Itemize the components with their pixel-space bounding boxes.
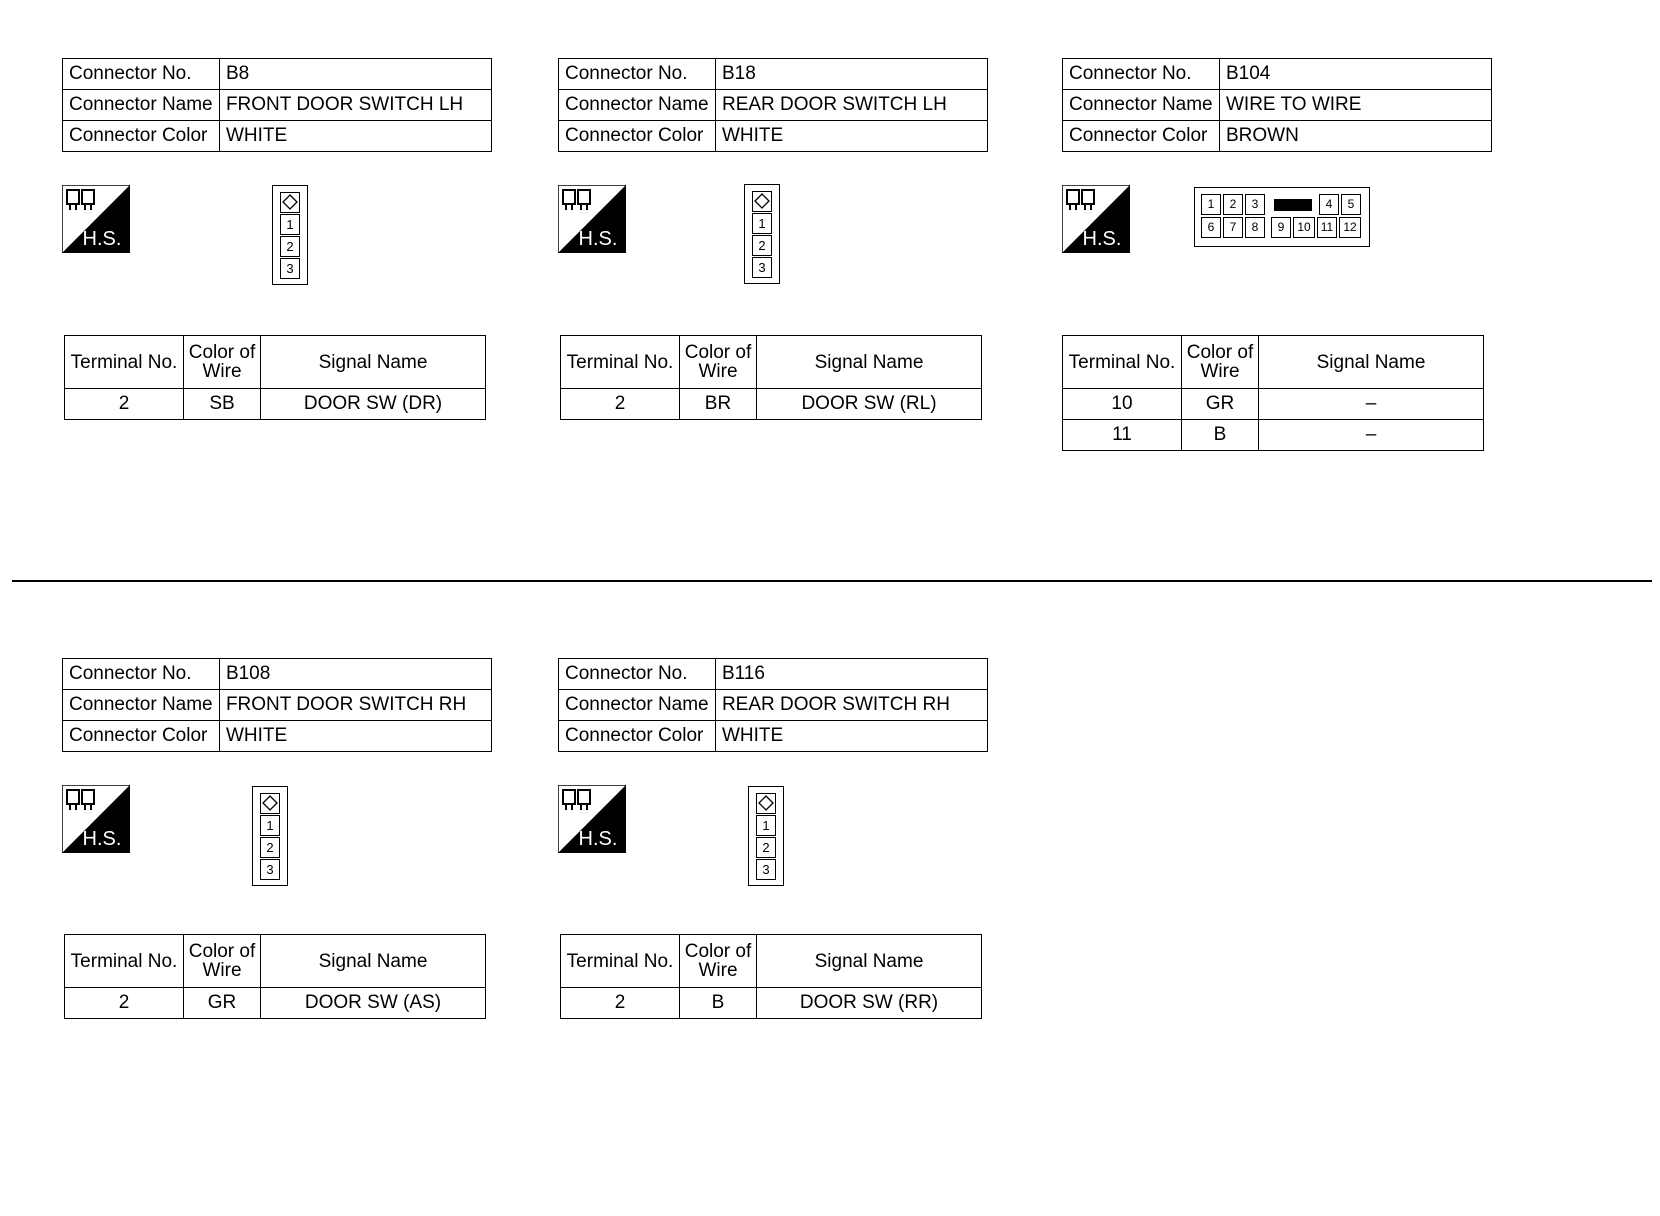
connector-info-table (62, 658, 492, 752)
connector-info-table (558, 58, 988, 152)
signal-cell: DOOR SW (AS) (261, 988, 486, 1019)
connector-no-value: B116 (715, 659, 987, 690)
terminal-table (560, 934, 982, 1019)
pin: 1 (756, 815, 776, 836)
wire-cell: B (680, 988, 757, 1019)
harness-side-icon (558, 785, 626, 853)
pin: 11 (1317, 217, 1337, 238)
connector-face (748, 786, 784, 886)
terminal-cell: 2 (65, 988, 184, 1019)
hs-logo-text: H.S. (82, 828, 122, 850)
pin: 1 (1201, 194, 1221, 215)
wire-color-header: Color of Wire (184, 336, 261, 389)
pin: 12 (1339, 217, 1361, 238)
connector-name-label: Connector Name (559, 90, 716, 121)
pin: 5 (1341, 194, 1361, 215)
key-diamond-icon (756, 793, 776, 814)
wire-color-header: Color of Wire (680, 336, 757, 389)
table-row (65, 389, 486, 420)
pin: 4 (1319, 194, 1339, 215)
wire-cell: GR (1182, 389, 1259, 420)
connector-name-label: Connector Name (559, 690, 716, 721)
table-row (1063, 389, 1484, 420)
connector-color-value: WHITE (715, 721, 987, 752)
connector-name-value: FRONT DOOR SWITCH RH (219, 690, 491, 721)
pin: 7 (1223, 217, 1243, 238)
table-row (1063, 420, 1484, 451)
connector-no-label: Connector No. (559, 59, 716, 90)
connector-no-value: B18 (715, 59, 987, 90)
terminal-no-header: Terminal No. (561, 935, 680, 988)
terminal-table (560, 335, 982, 420)
connector-face (1194, 187, 1370, 247)
connector-name-value: REAR DOOR SWITCH RH (715, 690, 987, 721)
connector-color-label: Connector Color (63, 721, 220, 752)
pin: 3 (260, 859, 280, 880)
terminal-cell: 10 (1063, 389, 1182, 420)
connector-no-label: Connector No. (63, 659, 220, 690)
connector-info-table (558, 658, 988, 752)
connector-name-value: FRONT DOOR SWITCH LH (219, 90, 491, 121)
connector-color-value: WHITE (715, 121, 987, 152)
signal-cell: – (1259, 389, 1484, 420)
terminal-cell: 2 (561, 389, 680, 420)
connector-color-value: WHITE (219, 721, 491, 752)
terminal-no-header: Terminal No. (1063, 336, 1182, 389)
connector-color-value: WHITE (219, 121, 491, 152)
connector-no-value: B108 (219, 659, 491, 690)
connector-color-label: Connector Color (63, 121, 220, 152)
connector-no-value: B8 (219, 59, 491, 90)
pin: 3 (752, 257, 772, 278)
pin: 8 (1245, 217, 1265, 238)
pin: 3 (756, 859, 776, 880)
hs-logo-text: H.S. (578, 828, 618, 850)
wire-color-header: Color of Wire (184, 935, 261, 988)
key-diamond-icon (280, 192, 300, 213)
pin: 2 (280, 236, 300, 257)
pin: 1 (280, 214, 300, 235)
table-row (561, 389, 982, 420)
pin: 10 (1293, 217, 1315, 238)
pin: 6 (1201, 217, 1221, 238)
harness-side-icon (1062, 185, 1130, 253)
connector-color-value: BROWN (1219, 121, 1491, 152)
terminal-table (64, 934, 486, 1019)
connector-color-label: Connector Color (559, 121, 716, 152)
wire-cell: BR (680, 389, 757, 420)
signal-name-header: Signal Name (1259, 336, 1484, 389)
signal-cell: DOOR SW (DR) (261, 389, 486, 420)
table-row (561, 988, 982, 1019)
signal-cell: DOOR SW (RL) (757, 389, 982, 420)
wire-cell: GR (184, 988, 261, 1019)
connector-no-label: Connector No. (559, 659, 716, 690)
locking-key-block (1274, 199, 1312, 211)
connector-name-value: REAR DOOR SWITCH LH (715, 90, 987, 121)
wire-cell: SB (184, 389, 261, 420)
connector-name-label: Connector Name (63, 690, 220, 721)
connector-color-label: Connector Color (559, 721, 716, 752)
terminal-no-header: Terminal No. (65, 935, 184, 988)
signal-name-header: Signal Name (757, 336, 982, 389)
pin: 3 (1245, 194, 1265, 215)
terminal-cell: 2 (65, 389, 184, 420)
pin: 1 (260, 815, 280, 836)
terminal-table (64, 335, 486, 420)
pin: 2 (752, 235, 772, 256)
key-diamond-icon (260, 793, 280, 814)
signal-cell: DOOR SW (RR) (757, 988, 982, 1019)
harness-side-icon (558, 185, 626, 253)
signal-name-header: Signal Name (757, 935, 982, 988)
wire-color-header: Color of Wire (680, 935, 757, 988)
terminal-no-header: Terminal No. (561, 336, 680, 389)
connector-info-table (62, 58, 492, 152)
connector-face (744, 184, 780, 284)
hs-logo-text: H.S. (578, 228, 618, 250)
terminal-table (1062, 335, 1484, 451)
signal-name-header: Signal Name (261, 935, 486, 988)
signal-name-header: Signal Name (261, 336, 486, 389)
pin: 2 (1223, 194, 1243, 215)
key-diamond-icon (752, 191, 772, 212)
pin: 2 (756, 837, 776, 858)
pin: 9 (1271, 217, 1291, 238)
connector-no-label: Connector No. (1063, 59, 1220, 90)
harness-side-icon (62, 185, 130, 253)
table-row (65, 988, 486, 1019)
pin: 1 (752, 213, 772, 234)
connector-no-value: B104 (1219, 59, 1491, 90)
connector-name-label: Connector Name (1063, 90, 1220, 121)
pin: 3 (280, 258, 300, 279)
connector-face (252, 786, 288, 886)
wire-cell: B (1182, 420, 1259, 451)
connector-face (272, 185, 308, 285)
wire-color-header: Color of Wire (1182, 336, 1259, 389)
section-divider (12, 580, 1652, 582)
harness-side-icon (62, 785, 130, 853)
connector-info-table (1062, 58, 1492, 152)
connector-name-label: Connector Name (63, 90, 220, 121)
pin: 2 (260, 837, 280, 858)
hs-logo-text: H.S. (82, 228, 122, 250)
terminal-cell: 2 (561, 988, 680, 1019)
hs-logo-text: H.S. (1082, 228, 1122, 250)
signal-cell: – (1259, 420, 1484, 451)
terminal-cell: 11 (1063, 420, 1182, 451)
connector-color-label: Connector Color (1063, 121, 1220, 152)
connector-name-value: WIRE TO WIRE (1219, 90, 1491, 121)
connector-no-label: Connector No. (63, 59, 220, 90)
terminal-no-header: Terminal No. (65, 336, 184, 389)
